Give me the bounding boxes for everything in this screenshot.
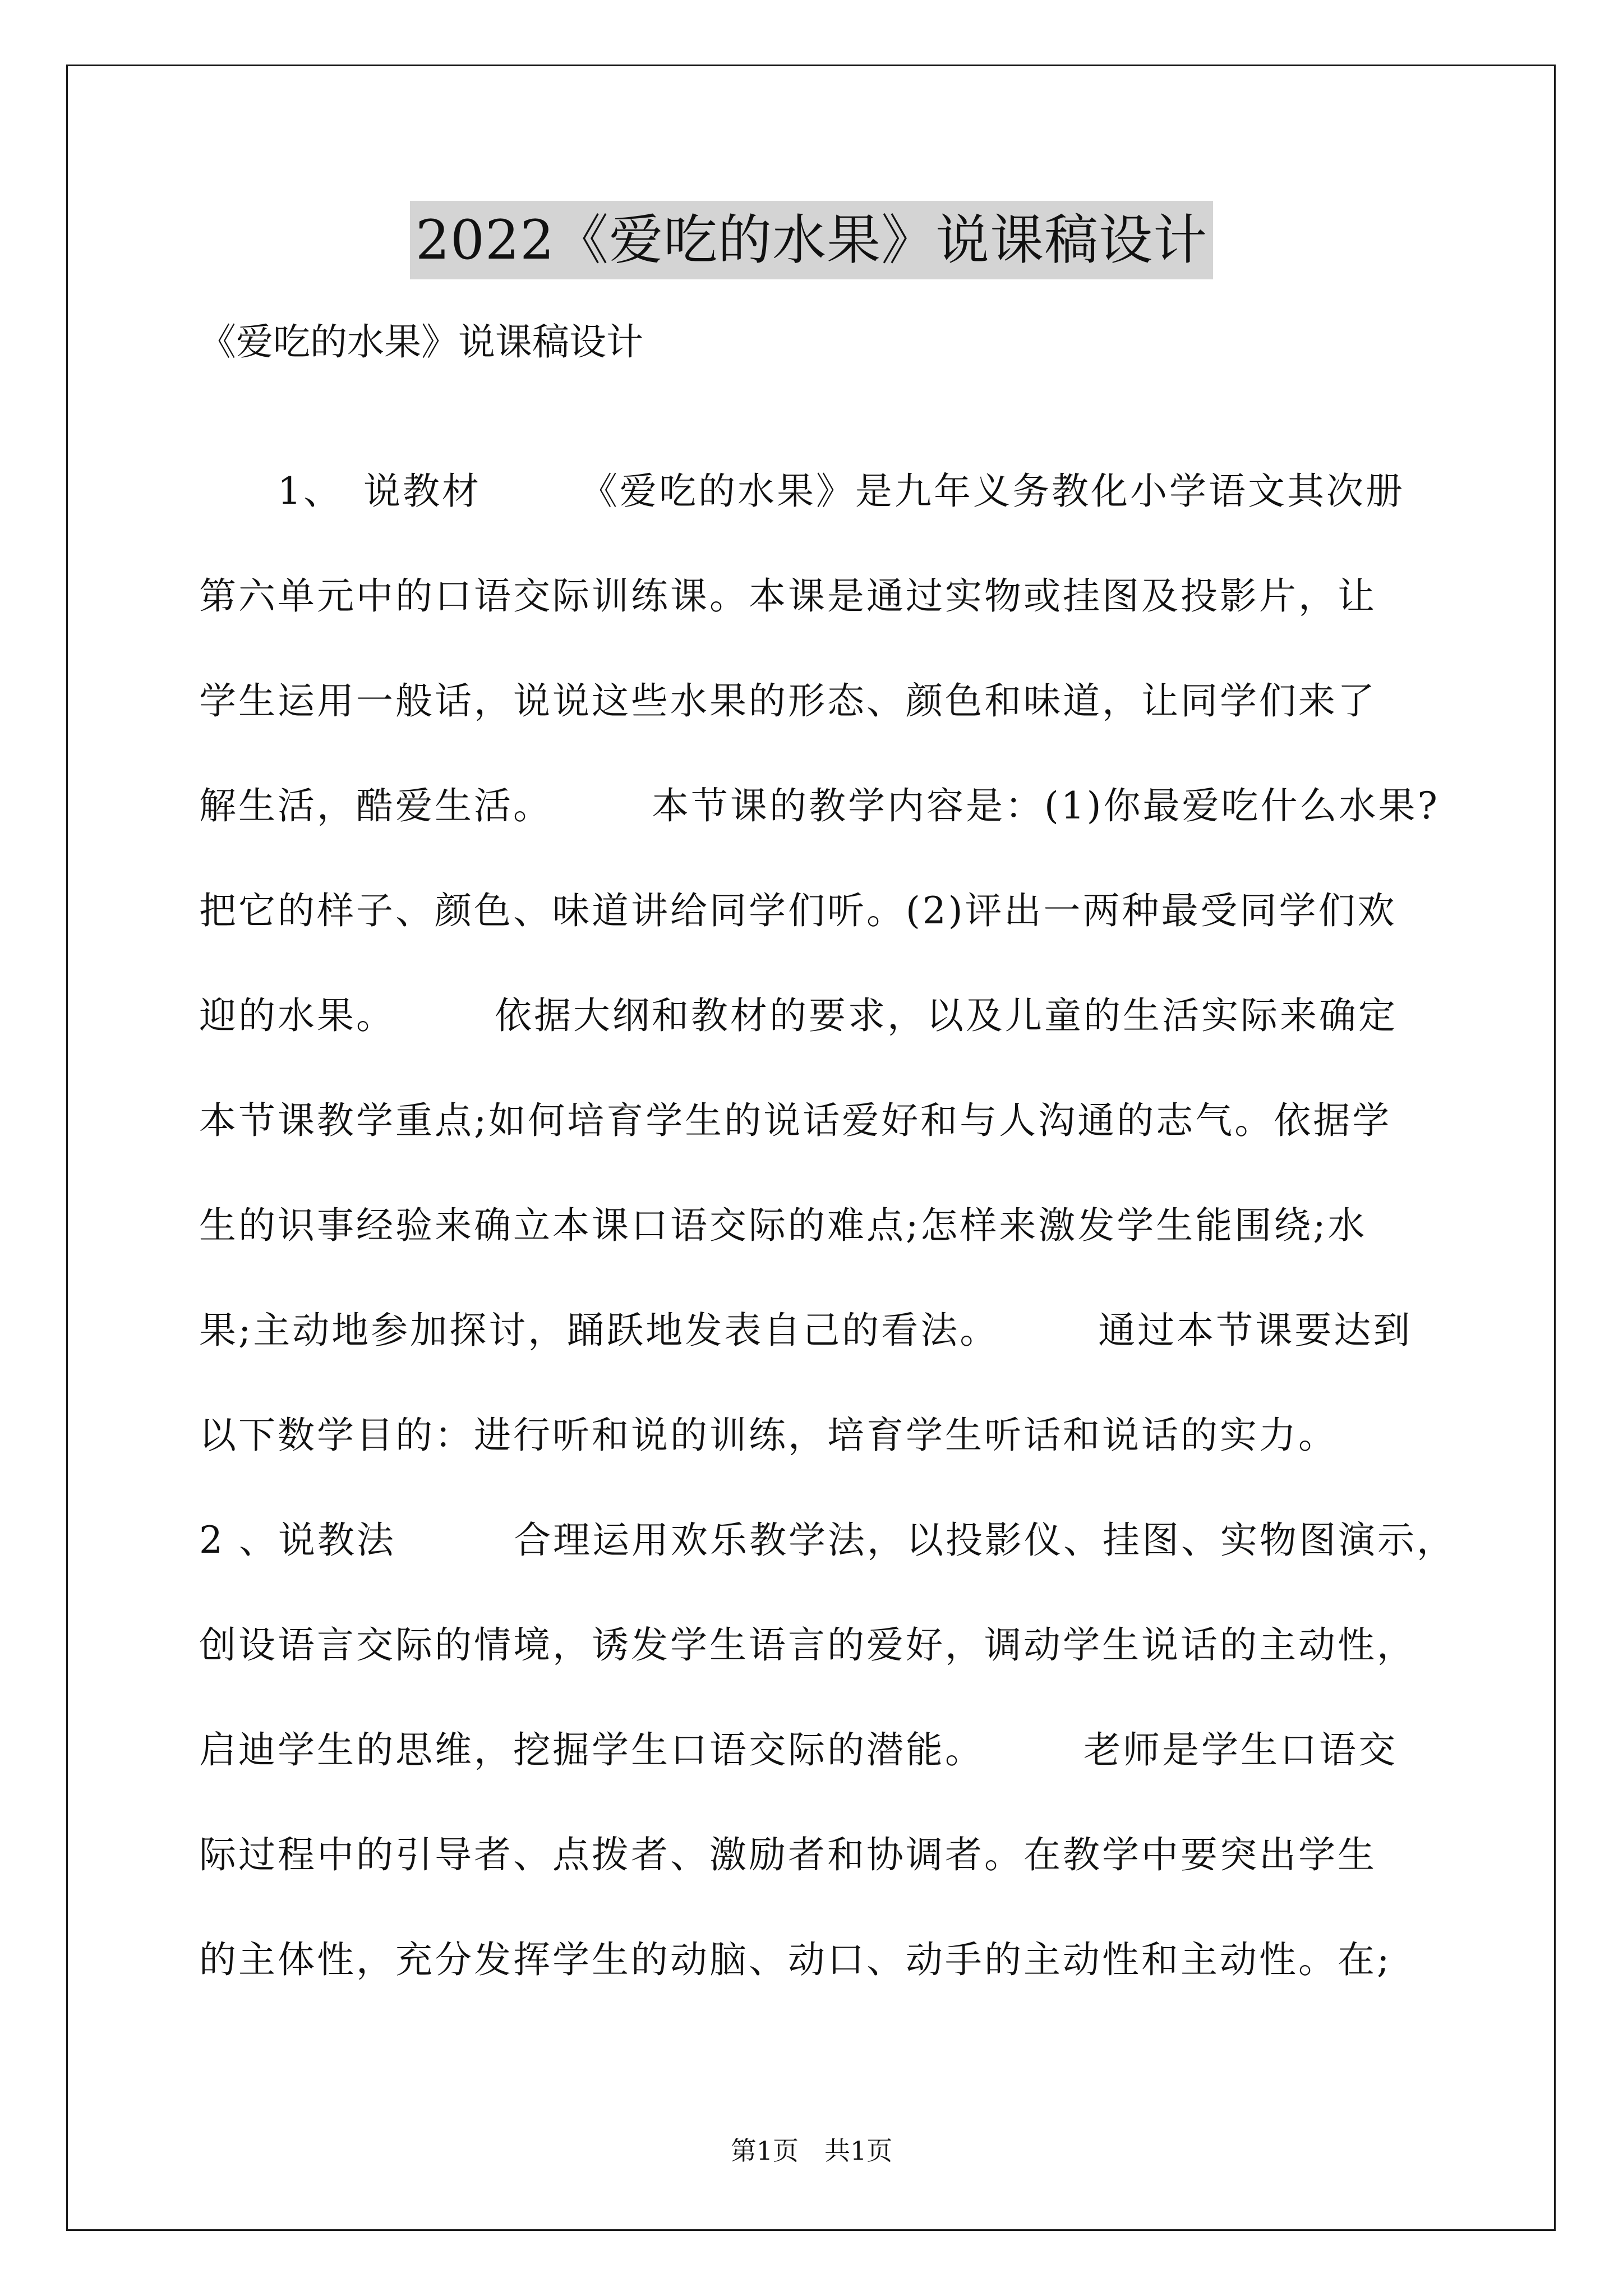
- body-line: 2 、说教法 合理运用欢乐教学法，以投影仪、挂图、实物图演示，: [199, 1519, 1456, 1562]
- body-line: 学生运用一般话，说说这些水果的形态、颜色和味道，让同学们来了: [199, 679, 1377, 723]
- document-content: [199, 314, 1438, 370]
- body-line: 迎的水果。 依据大纲和教材的要求，以及儿童的生活实际来确定: [199, 994, 1398, 1037]
- body-line: 启迪学生的思维，挖掘学生口语交际的潜能。 老师是学生口语交: [199, 1728, 1398, 1772]
- page-footer: 第1页 共1页: [730, 2136, 893, 2166]
- body-line: 本节课教学重点;如何培育学生的说话爱好和与人沟通的志气。依据学: [199, 1099, 1392, 1142]
- title-container: [0, 201, 1623, 279]
- body-line: 把它的样子、颜色、味道讲给同学们听。(2)评出一两种最受同学们欢: [199, 889, 1397, 932]
- body-line: 第六单元中的口语交际训练课。本课是通过实物或挂图及投影片，让: [199, 574, 1377, 618]
- body-line: 际过程中的引导者、点拨者、激励者和协调者。在教学中要突出学生: [199, 1833, 1377, 1876]
- body-text: [199, 463, 1456, 2037]
- document-title: 2022《爱吃的水果》说课稿设计: [410, 201, 1213, 279]
- body-line: 解生活，酷爱生活。 本节课的教学内容是：(1)你最爱吃什么水果?: [199, 784, 1440, 827]
- body-line: 生的识事经验来确立本课口语交际的难点;怎样来激发学生能围绕;水: [199, 1204, 1367, 1247]
- document-subtitle: 《爱吃的水果》说课稿设计: [199, 320, 643, 364]
- body-line: 创设语言交际的情境，诱发学生语言的爱好，调动学生说话的主动性，: [199, 1623, 1416, 1667]
- body-line: 1、 说教材 《爱吃的水果》是九年义务教化小学语文其次册: [199, 470, 1405, 513]
- body-line: 果;主动地参加探讨，踊跃地发表自己的看法。 通过本节课要达到: [199, 1309, 1413, 1352]
- body-line: 的主体性，充分发挥学生的动脑、动口、动手的主动性和主动性。在;: [199, 1938, 1392, 1981]
- body-line: 以下数学目的：进行听和说的训练，培育学生听话和说话的实力。: [199, 1414, 1338, 1457]
